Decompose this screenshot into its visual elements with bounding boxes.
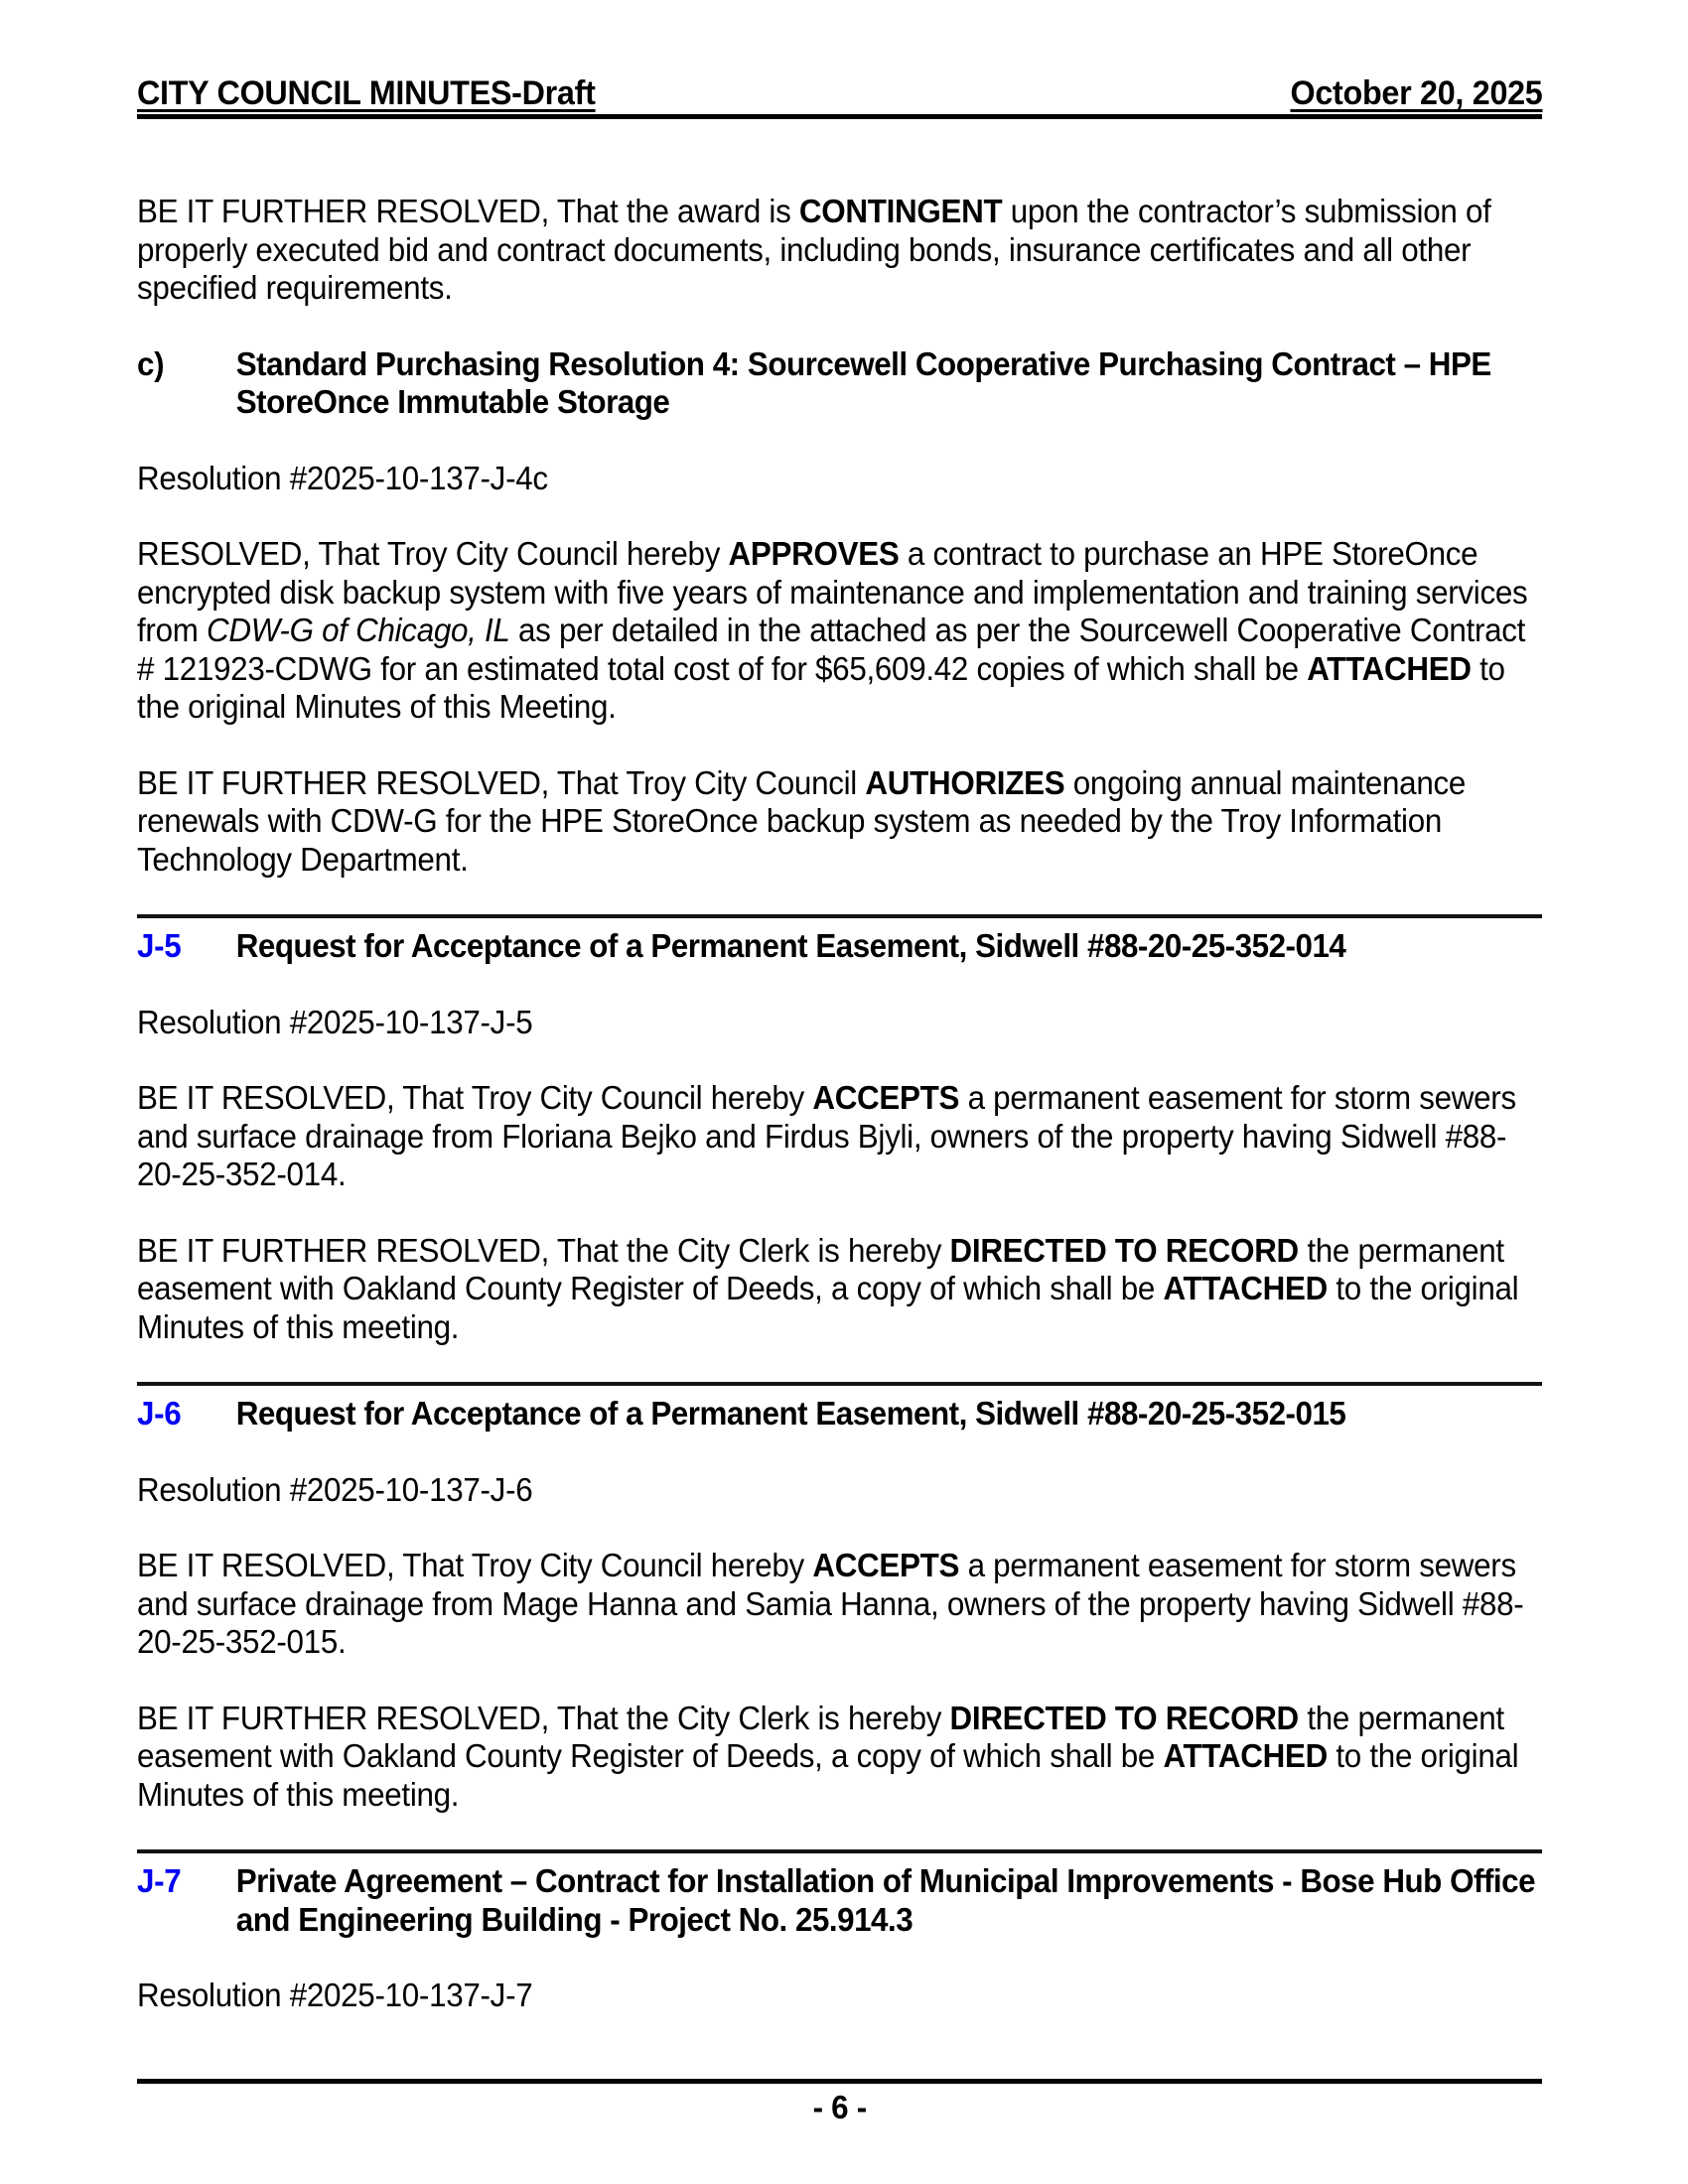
text-run: CDW-G of Chicago, IL (206, 612, 510, 648)
text-run: a permanent easement for storm sewers and surface drainage from Mage Hanna and Samia Hanna, owners of the property having Sidwell #88-20-25-352-015. (137, 1547, 1524, 1660)
paragraph-accepts-j6 (137, 1547, 1543, 1662)
page-header (137, 74, 1543, 112)
heading-title: Request for Acceptance of a Permanent Easement, Sidwell #88-20-25-352-014 (235, 927, 1346, 964)
heading-title: Standard Purchasing Resolution 4: Sourcewell Cooperative Purchasing Contract – HPE StoreOnce Immutable Storage (235, 344, 1491, 420)
resolution-number-j4c (137, 460, 1543, 498)
text-run: DIRECTED TO RECORD (949, 1231, 1299, 1269)
paragraph-accepts-j5 (137, 1079, 1543, 1194)
heading-row (137, 1862, 1543, 1939)
heading-row (137, 1395, 1543, 1433)
heading-number: c) (137, 344, 165, 382)
text-run: to the original Minutes of this meeting. (137, 1270, 1519, 1345)
text-run: CONTINGENT (798, 193, 1003, 229)
resolution-number-j6 (137, 1471, 1543, 1510)
text-run: a contract to purchase an HPE StoreOnce encrypted disk backup system with five years of maintenance and implementation and training services from (137, 535, 1528, 648)
header-date: October 20, 2025 (1290, 74, 1543, 112)
text-run: ACCEPTS (812, 1079, 960, 1116)
text-run: ATTACHED (1163, 1270, 1328, 1306)
document-body (137, 193, 1547, 2015)
text-run: BE IT FURTHER RESOLVED, That the City Clerk is hereby (137, 1699, 950, 1736)
text-run: to the original Minutes of this meeting. (137, 1737, 1519, 1813)
page-number: - 6 - (812, 2089, 867, 2125)
text-run: Resolution #2025-10-137-J-4c (137, 459, 548, 496)
heading-title: Private Agreement – Contract for Installation of Municipal Improvements - Bose Hub Office and Engineering Building - Project No. 25.914.3 (235, 1862, 1536, 1938)
text-run: as per detailed in the attached as per the Sourcewell Cooperative Contract # 121923-CDWG for an estimated total cost of for $65,609.42 copies of which shall be (137, 612, 1526, 687)
heading-number: J-6 (137, 1395, 182, 1432)
text-run: the permanent easement with Oakland County Register of Deeds, a copy of which shall be (137, 1699, 1504, 1774)
footer-rule (137, 2079, 1542, 2084)
heading-row (137, 927, 1543, 966)
text-run: ATTACHED (1307, 649, 1472, 687)
resolution-number-j7 (137, 1977, 1543, 2015)
paragraph-contingent (137, 193, 1543, 308)
section-divider-rule (137, 914, 1542, 918)
text-run: a permanent easement for storm sewers and surface drainage from Floriana Bejko and Firdus Bjyli, owners of the property having Sidwell #88-20-25-352-014. (137, 1079, 1516, 1192)
text-run: Resolution #2025-10-137-J-7 (137, 1977, 533, 2013)
text-run: DIRECTED TO RECORD (949, 1699, 1299, 1736)
lettered-heading (137, 345, 1547, 422)
paragraph-authorizes (137, 764, 1543, 880)
text-run: ATTACHED (1163, 1737, 1328, 1774)
text-run: Resolution #2025-10-137-J-5 (137, 1003, 533, 1040)
page-footer (137, 2079, 1542, 2127)
section-heading-j-7 (137, 1849, 1547, 1939)
section-divider-rule (137, 1849, 1542, 1853)
section-divider-rule (137, 1382, 1542, 1386)
text-run: AUTHORIZES (865, 763, 1065, 801)
text-run: BE IT FURTHER RESOLVED, That the award is (137, 193, 799, 229)
header-title: CITY COUNCIL MINUTES-Draft (137, 74, 596, 112)
heading-title: Request for Acceptance of a Permanent Easement, Sidwell #88-20-25-352-015 (235, 1395, 1346, 1432)
heading-number: J-7 (137, 1862, 182, 1899)
section-heading-j-5 (137, 914, 1547, 966)
heading-number: J-5 (137, 927, 182, 964)
text-run: ongoing annual maintenance renewals with CDW-G for the HPE StoreOnce backup system as needed by the Troy Information Technology Department. (137, 763, 1467, 878)
heading-row (137, 345, 1543, 422)
document-content (137, 0, 1547, 2015)
text-run: BE IT RESOLVED, That Troy City Council hereby (137, 1079, 813, 1116)
text-run: Resolution #2025-10-137-J-6 (137, 1470, 533, 1508)
text-run: BE IT FURTHER RESOLVED, That the City Clerk is hereby (137, 1231, 950, 1269)
paragraph-approves (137, 535, 1543, 727)
header-rule (137, 114, 1542, 119)
text-run: ACCEPTS (812, 1547, 960, 1583)
text-run: RESOLVED, That Troy City Council hereby (137, 535, 729, 572)
text-run: APPROVES (728, 535, 900, 572)
paragraph-record-j5 (137, 1232, 1543, 1347)
section-heading-j-6 (137, 1382, 1547, 1433)
text-run: upon the contractor’s submission of properly executed bid and contract documents, including bonds, insurance certificates and all other specified requirements. (137, 193, 1491, 306)
text-run: to the original Minutes of this Meeting. (137, 649, 1505, 725)
resolution-number-j5 (137, 1004, 1543, 1042)
text-run: the permanent easement with Oakland County Register of Deeds, a copy of which shall be (137, 1231, 1504, 1306)
paragraph-record-j6 (137, 1700, 1543, 1815)
text-run: BE IT RESOLVED, That Troy City Council hereby (137, 1547, 813, 1583)
text-run: BE IT FURTHER RESOLVED, That Troy City Council (137, 763, 866, 801)
